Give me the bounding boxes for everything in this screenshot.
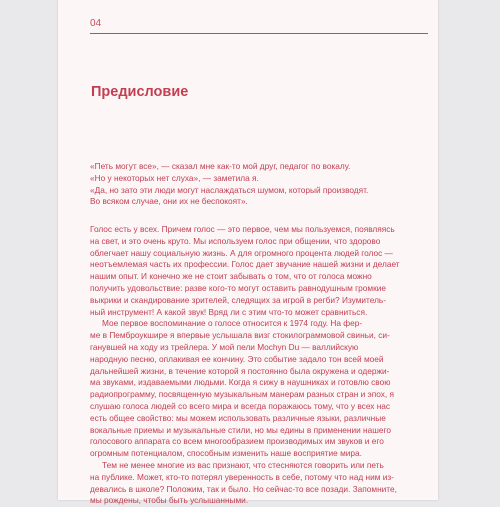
text-line: получить удовольствие: разве кого-то могут оставить равнодушным громкие — [90, 282, 386, 293]
text-line: Мое первое воспоминание о голосе относится к 1974 году. На фер- — [102, 318, 363, 329]
text-line: слушаю голоса людей со всего мира и всегда поражаюсь тому, что у всех нас — [90, 400, 391, 411]
text-line: на публике. Может, кто-то потерял уверенность в себе, потому что над ним из- — [90, 471, 394, 482]
text-line: голосового аппарата со всем многообразием производимых им звуков и его — [90, 436, 384, 447]
quote-block — [90, 161, 408, 208]
text-line: ме в Пемброукшире я впервые услышала визг стокилограммовой свиньи, си- — [90, 330, 390, 341]
text-line: ный инструмент! А какой звук! Вряд ли с этим что-то может сравниться. — [90, 306, 368, 317]
body-text — [90, 224, 408, 507]
text-line: выкрики и скандирование зрителей, следящих за игрой в регби? Изумитель- — [90, 294, 387, 305]
text-line: дальнейшей жизни, в течение которой я постоянно была окружена и одержи- — [90, 365, 390, 376]
text-line: неотъемлемая часть их профессии. Голос дает звучание нашей жизни и делает — [90, 259, 400, 270]
text-line: огромным потенциалом, способным изменить наше восприятие мира. — [90, 448, 362, 459]
quote-line: Во всяком случае, они их не беспокоят». — [90, 196, 248, 207]
paragraph-1 — [90, 224, 408, 318]
text-line: Голос есть у всех. Причем голос — это первое, чем мы пользуемся, появляясь — [90, 224, 395, 234]
paragraph-2 — [90, 318, 408, 460]
quote-line: «Петь могут все», — сказал мне как-то мой друг, педагог по вокалу. — [90, 161, 351, 171]
quote-line: «Но у некоторых нет слуха», — заметила я. — [90, 172, 259, 183]
chapter-title: Предисловие — [91, 84, 189, 100]
text-line: на свет, и это очень круто. Мы используем голос при общении, что здорово — [90, 235, 381, 246]
text-line: облегчает нашу социальную жизнь. А для огромного процента людей голос — — [90, 247, 393, 258]
text-line: девались в школе? Положим, так и было. Но сейчас-то все позади. Запомните, — [90, 483, 397, 494]
page-number: 04 — [90, 18, 102, 29]
text-line: Тем не менее многие из вас признают, что стесняются говорить или петь — [102, 459, 384, 470]
text-line: мы рождены, чтобы быть услышанными. — [90, 495, 249, 506]
text-line: радиопрограмму, посвященную музыкальным манерам разных стран и эпох, я — [90, 389, 395, 400]
quote-line: «Да, но зато эти люди могут наслаждаться шумом, который производят. — [90, 184, 369, 195]
text-line: вокальные приемы и музыкальные стили, но мы едины в применении нашего — [90, 424, 391, 435]
text-line: есть общее свойство: мы можем использовать различные языки, различные — [90, 412, 386, 423]
header-rule — [90, 33, 428, 34]
text-line: ма звуками, издаваемыми людьми. Когда я сижу в наушниках и готовлю свою — [90, 377, 391, 388]
text-line: ганувшей на ходу из трейлера. У мой пели Mochyn Du — валлийскую — [90, 341, 359, 352]
text-line: нашим опыт. И конечно же не стоит забывать о том, что от голоса можно — [90, 271, 372, 282]
book-page — [58, 0, 438, 506]
text-line: народную песню, оплакивая ее кончину. Это событие задало тон всей моей — [90, 353, 384, 364]
